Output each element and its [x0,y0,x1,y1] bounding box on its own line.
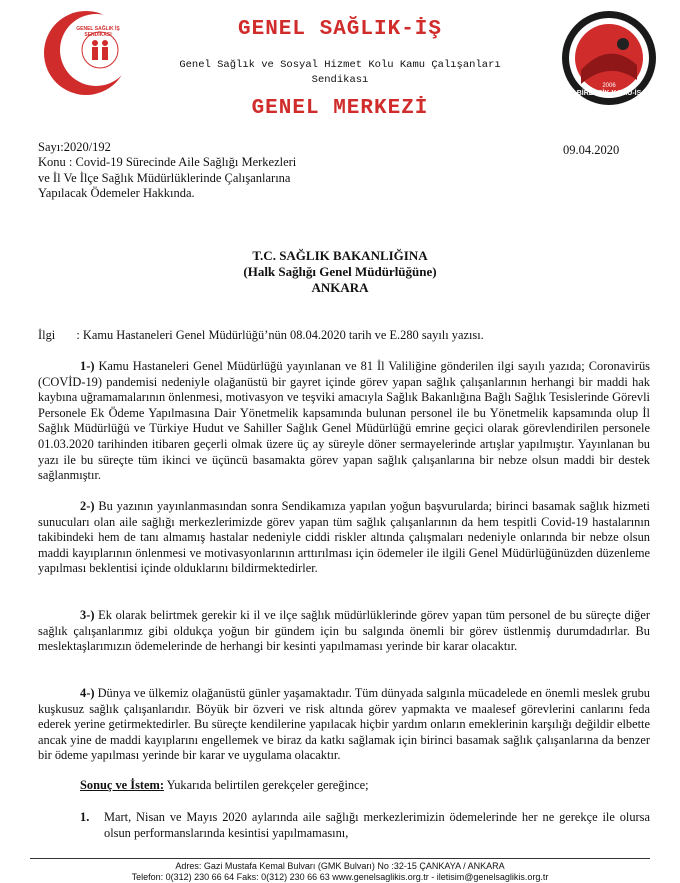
union-full-name: Genel Sağlık ve Sosyal Hizmet Kolu Kamu Çalışanları Sendikası [179,59,501,86]
addressee-line: T.C. SAĞLIK BAKANLIĞINA [252,248,428,263]
conclusion-line [80,778,369,793]
left-logo [38,8,128,98]
paragraph-text: Bu yazının yayınlanmasından sonra Sendikamıza yapılan yoğun başvurularda; birinci basamak sağlık hizmeti sunucuları olan aile sağlığı merkezlerimizde görev yapan tüm sağlık çalışanlarının da hem tespitli Covid-19 hastalarının takibindeki hem de tanı almamış hastalar nedeniyle ciddi riskler altında çalışmaları nedeniyle onlarında bir nebze olsun maddi kayıplarının önlenmesi ve motivasyonlarının arttırılması için ödemeler ile ilgili Genel Müdürlüğünüzden düzenleme yapılması beklentisi içinde olduklarını bildirmektedirler. [38,499,650,576]
footer-contact: Telefon: 0(312) 230 66 64 Faks: 0(312) 230 66 63 www.genelsaglikis.org.tr - iletisim@genelsaglikis.org.tr [131,872,549,882]
paragraph [38,499,650,577]
subject-line: Yapılacak Ödemeler Hakkında. [38,186,195,200]
right-logo-text: BİRLEŞİK KAMU-İŞ [576,90,642,97]
addressee-line: ANKARA [311,280,369,295]
conclusion-text: Yukarıda belirtilen gerekçeler gereğince; [163,778,369,792]
paragraph-number: 3-) [80,608,95,622]
paragraph-number: 2-) [80,499,95,513]
reference-text: : Kamu Hastaneleri Genel Müdürlüğü’nün 08.04.2020 tarih ve E.280 sayılı yazısı. [76,328,484,342]
paragraph [38,608,650,655]
addressee-line: (Halk Sağlığı Genel Müdürlüğüne) [243,264,437,279]
document-date: 09.04.2020 [563,143,620,157]
footer-address: Adres: Gazi Mustafa Kemal Bulvarı (GMK Bulvarı) No :32-15 ÇANKAYA / ANKARA [175,861,505,871]
reference-line [38,328,484,343]
paragraph-text: Ek olarak belirtmek gerekir ki il ve ilçe sağlık müdürlüklerinde görev yapan tüm personel de bu süreçte diğer sağlık çalışanlarımız gibi oldukça yoğun bir gündem için bu salgında önemli bir görev üstlenmiş durumdadırlar. Bu meslektaşlarımızın ödemelerinde de herhangi bir kesinti yapılmaması yerinde bir karar olacaktır. [38,608,650,654]
crescent-logo-icon [38,8,128,98]
union-name: GENEL SAĞLIK-İŞ [237,18,443,41]
request-item [80,810,650,841]
right-logo [561,10,657,106]
reference-label: İlgi [38,328,56,342]
request-item-text: Mart, Nisan ve Mayıs 2020 aylarında aile sağlığı merkezlerimizin ödemelerinde her ne gerekçe ile olursa olsun performanslarında kesintisi yapılmamasını, [104,810,650,840]
paragraph-text: Dünya ve ülkemiz olağanüstü günler yaşamaktadır. Tüm dünyada salgınla mücadelede en önemli meslek grubu kuşkusuz sağlık çalışanlarıdır. Böyük bir özveri ve risk altında görev yapmakta ve maalesef görevlerini canlarını feda ederek yerine getirmektedirler. Bu süreçte kendilerine yapılacak hiçbir yardım onların emeklerinin karşılığı değildir elbette ancak yine de maddi kayıplarını engellemek ve biraz da katkı sağlamak için birinci basamak sağlık çalışanlarına da benzer bir ödeme yapılması yerinde bir karar ve uygulama olacaktır. [38,686,650,763]
paragraph-number: 1-) [80,359,95,373]
document-number: Sayı:2020/192 [38,140,111,154]
subject-line: ve İl Ve İlçe Sağlık Müdürlüklerinde Çalışanlarına [38,170,291,185]
paragraph-number: 4-) [80,686,95,700]
footer-divider [30,858,650,859]
right-logo-year: 2006 [602,83,616,89]
left-logo-text: GENEL SAĞLIK İŞ SENDİKASI [76,26,120,38]
paragraph-text: Kamu Hastaneleri Genel Müdürlüğü yayınlanan ve 81 İl Valiliğine gönderilen ilgi sayılı yazıda; Coronavirüs (COVİD-19) pandemisi nedeniyle olağanüstü bir gayret içinde görev yapan sağlık çalışanlarının herhangi bir maddi hak kaybına uğramamalarının önlenmesi, motivasyon ve teşviki amacıyla Sağlık Bakanlığına Bağlı Sağlık Tesislerinde Görevli Personele Ek Ödeme Yapılmasına Dair Yönetmelik kapsamında bulunan personel ile bu Yönetmelik kapsamında olup İl Sağlık Müdürlüğü ve Türkiye Hudut ve Sahiller Sağlık Genel Müdürlüğü emrine geçici olarak görevlendirilen personele 01.03.2020 tarihinden itibaren geçerli olmak üzere üç ay süreyle döner sermayelerinde artışlar yapılmıştır. Yayınlanan bu yazı ile bu süreçte tüm ikinci ve üçüncü basamakta görev yapan sağlık çalışanlarına bir nebze olsun maddi bir destek sağlanmıştır. [38,359,650,483]
headquarters-title: GENEL MERKEZİ [251,97,429,120]
paragraph [38,686,650,764]
request-item-number: 1. [80,810,90,824]
subject-block [38,155,296,202]
conclusion-label: Sonuç ve İstem: [80,778,164,792]
addressee-block [0,248,680,296]
paragraph [38,359,650,484]
subject-line: Konu : Covid-19 Sürecinde Aile Sağlığı Merkezleri [38,155,297,169]
